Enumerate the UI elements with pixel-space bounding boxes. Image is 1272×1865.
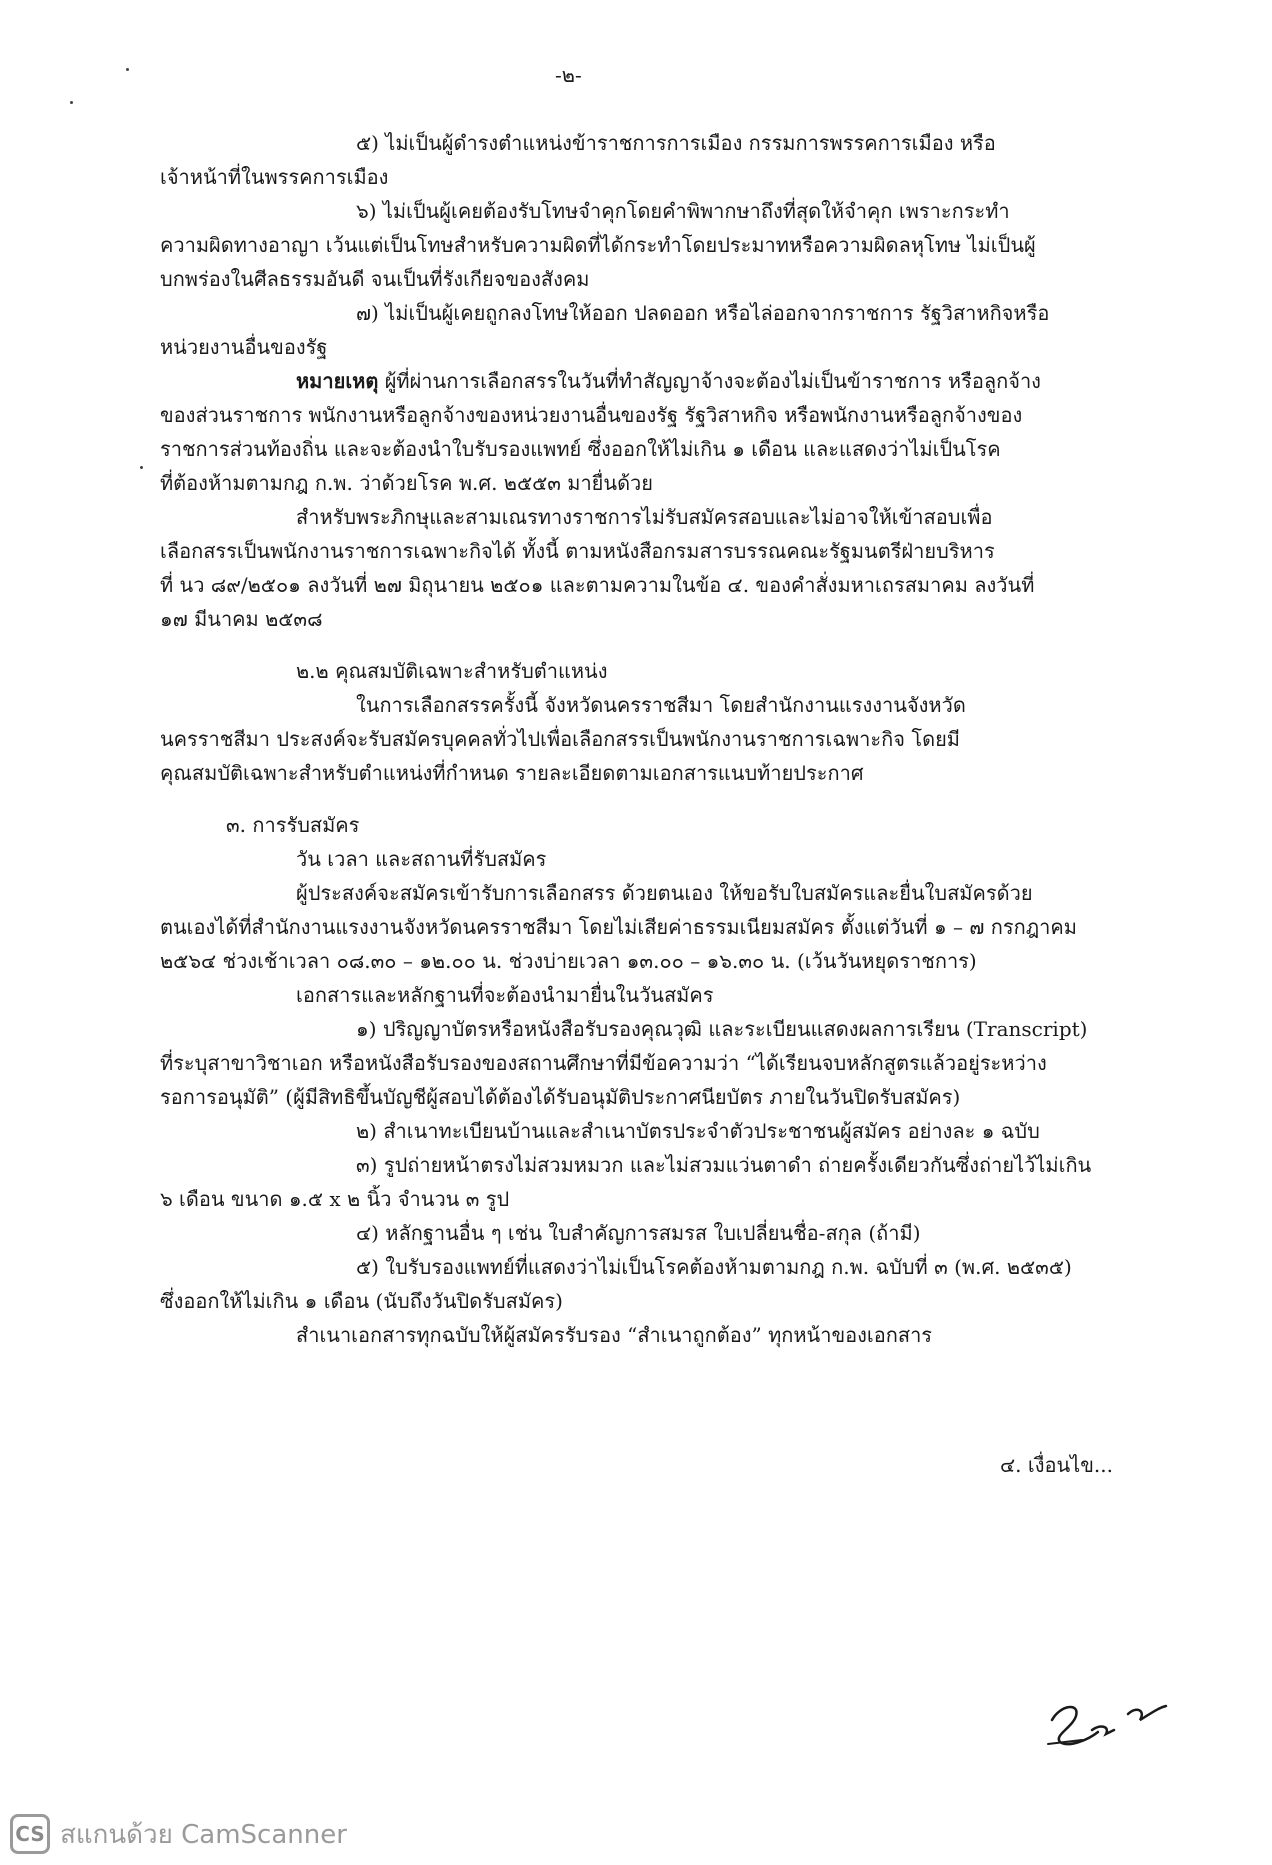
scan-speck [126,68,129,71]
qualification-6-cont: บกพร่องในศีลธรรมอันดี จนเป็นที่รังเกียจของสังคม [160,267,590,291]
camscanner-watermark [10,1812,347,1856]
document-item-1: ๑) ปริญญาบัตรหรือหนังสือรับรองคุณวุฒิ และระเบียนแสดงผลการเรียน (Transcript) [356,1017,1088,1041]
note-cont: ราชการส่วนท้องถิ่น และจะต้องนำใบรับรองแพทย์ ซึ่งออกให้ไม่เกิน ๑ เดือน และแสดงว่าไม่เป็นโรค [160,437,1001,461]
document-item-3: ๓) รูปถ่ายหน้าตรงไม่สวมหมวก และไม่สวมแว่นตาดำ ถ่ายครั้งเดียวกันซึ่งถ่ายไว้ไม่เกิน [356,1153,1092,1177]
scan-speck [70,101,73,104]
document-item-2: ๒) สำเนาทะเบียนบ้านและสำเนาบัตรประจำตัวประชาชนผู้สมัคร อย่างละ ๑ ฉบับ [356,1119,1040,1143]
note-paragraph [296,366,1041,396]
qualification-5-cont: เจ้าหน้าที่ในพรรคการเมือง [160,165,389,189]
application-text: ผู้ประสงค์จะสมัครเข้ารับการเลือกสรร ด้วยตนเอง ให้ขอรับใบสมัครและยื่นใบสมัครด้วย [296,881,1033,905]
continued-marker: ๔. เงื่อนไข... [1000,1453,1113,1477]
section-2-2-text: ในการเลือกสรรครั้งนี้ จังหวัดนครราชสีมา โดยสำนักงานแรงงานจังหวัด [356,693,966,717]
section-2-2-text-cont: คุณสมบัติเฉพาะสำหรับตำแหน่งที่กำหนด รายละเอียดตามเอกสารแนบท้ายประกาศ [160,761,864,785]
monk-paragraph: สำหรับพระภิกษุและสามเณรทางราชการไม่รับสมัครสอบและไม่อาจให้เข้าสอบเพื่อ [296,505,993,529]
monk-paragraph-cont: ที่ นว ๘๙/๒๕๐๑ ลงวันที่ ๒๗ มิถุนายน ๒๕๐๑ และตามความในข้อ ๔. ของคำสั่งมหาเถรสมาคม ลงวันที่ [160,573,1035,597]
qualification-6: ๖) ไม่เป็นผู้เคยต้องรับโทษจำคุกโดยคำพิพากษาถึงที่สุดให้จำคุก เพราะกระทำ [356,199,1010,223]
note-label: หมายเหตุ [296,369,379,393]
monk-paragraph-cont: เลือกสรรเป็นพนักงานราชการเฉพาะกิจได้ ทั้งนี้ ตามหนังสือกรมสารบรรณคณะรัฐมนตรีฝ่ายบริหาร [160,539,995,563]
note-text: ผู้ที่ผ่านการเลือกสรรในวันที่ทำสัญญาจ้างจะต้องไม่เป็นข้าราชการ หรือลูกจ้าง [384,369,1041,393]
monk-paragraph-cont: ๑๗ มีนาคม ๒๕๓๘ [160,607,323,631]
section-2-2-text-cont: นครราชสีมา ประสงค์จะรับสมัครบุคคลทั่วไปเพื่อเลือกสรรเป็นพนักงานราชการเฉพาะกิจ โดยมี [160,727,960,751]
qualification-7-cont: หน่วยงานอื่นของรัฐ [160,335,328,359]
document-item-5-cont: ซึ่งออกให้ไม่เกิน ๑ เดือน (นับถึงวันปิดรับสมัคร) [160,1289,563,1313]
qualification-6-cont: ความผิดทางอาญา เว้นแต่เป็นโทษสำหรับความผิดที่ได้กระทำโดยประมาทหรือความผิดลหุโทษ ไม่เป็นผู้ [160,233,1036,257]
copy-certification-note: สำเนาเอกสารทุกฉบับให้ผู้สมัครรับรอง “สำเนาถูกต้อง” ทุกหน้าของเอกสาร [296,1323,933,1347]
scan-speck [140,466,143,469]
camscanner-text: สแกนด้วย CamScanner [60,1819,347,1850]
signature-icon [1040,1680,1170,1750]
schedule-heading: วัน เวลา และสถานที่รับสมัคร [296,847,547,871]
documents-heading: เอกสารและหลักฐานที่จะต้องนำมายื่นในวันสมัคร [296,983,714,1007]
document-item-4: ๔) หลักฐานอื่น ๆ เช่น ใบสำคัญการสมรส ใบเปลี่ยนชื่อ-สกุล (ถ้ามี) [356,1221,921,1245]
note-cont: ที่ต้องห้ามตามกฎ ก.พ. ว่าด้วยโรค พ.ศ. ๒๕๕๓ มายื่นด้วย [160,471,654,495]
camscanner-logo-icon: CS [10,1814,50,1854]
qualification-5: ๕) ไม่เป็นผู้ดำรงตำแหน่งข้าราชการการเมือง กรรมการพรรคการเมือง หรือ [356,131,996,155]
application-text-cont: ตนเองได้ที่สำนักงานแรงงานจังหวัดนครราชสีมา โดยไม่เสียค่าธรรมเนียมสมัคร ตั้งแต่วันที่ ๑ – ๗ กรกฎาคม [160,915,1077,939]
document-item-1-cont: ที่ระบุสาขาวิชาเอก หรือหนังสือรับรองของสถานศึกษาที่มีข้อความว่า “ได้เรียนจบหลักสูตรแล้วอยู่ระหว่าง [160,1051,1047,1075]
document-item-3-cont: ๖ เดือน ขนาด ๑.๕ x ๒ นิ้ว จำนวน ๓ รูป [160,1187,510,1211]
document-item-1-cont: รอการอนุมัติ” (ผู้มีสิทธิขึ้นบัญชีผู้สอบได้ต้องได้รับอนุมัติประกาศนียบัตร ภายในวันปิดรับสมัคร) [160,1085,961,1109]
section-3-heading: ๓. การรับสมัคร [226,813,360,837]
document-item-5: ๕) ใบรับรองแพทย์ที่แสดงว่าไม่เป็นโรคต้องห้ามตามกฎ ก.พ. ฉบับที่ ๓ (พ.ศ. ๒๕๓๕) [356,1255,1072,1279]
qualification-7: ๗) ไม่เป็นผู้เคยถูกลงโทษให้ออก ปลดออก หรือไล่ออกจากราชการ รัฐวิสาหกิจหรือ [356,301,1050,325]
note-cont: ของส่วนราชการ พนักงานหรือลูกจ้างของหน่วยงานอื่นของรัฐ รัฐวิสาหกิจ หรือพนักงานหรือลูกจ้างของ [160,403,1023,427]
section-2-2-heading: ๒.๒ คุณสมบัติเฉพาะสำหรับตำแหน่ง [296,659,608,683]
application-text-cont: ๒๕๖๔ ช่วงเช้าเวลา ๐๘.๓๐ – ๑๒.๐๐ น. ช่วงบ่ายเวลา ๑๓.๐๐ – ๑๖.๓๐ น. (เว้นวันหยุดราชการ) [160,949,977,973]
page-number: -๒- [555,63,582,87]
